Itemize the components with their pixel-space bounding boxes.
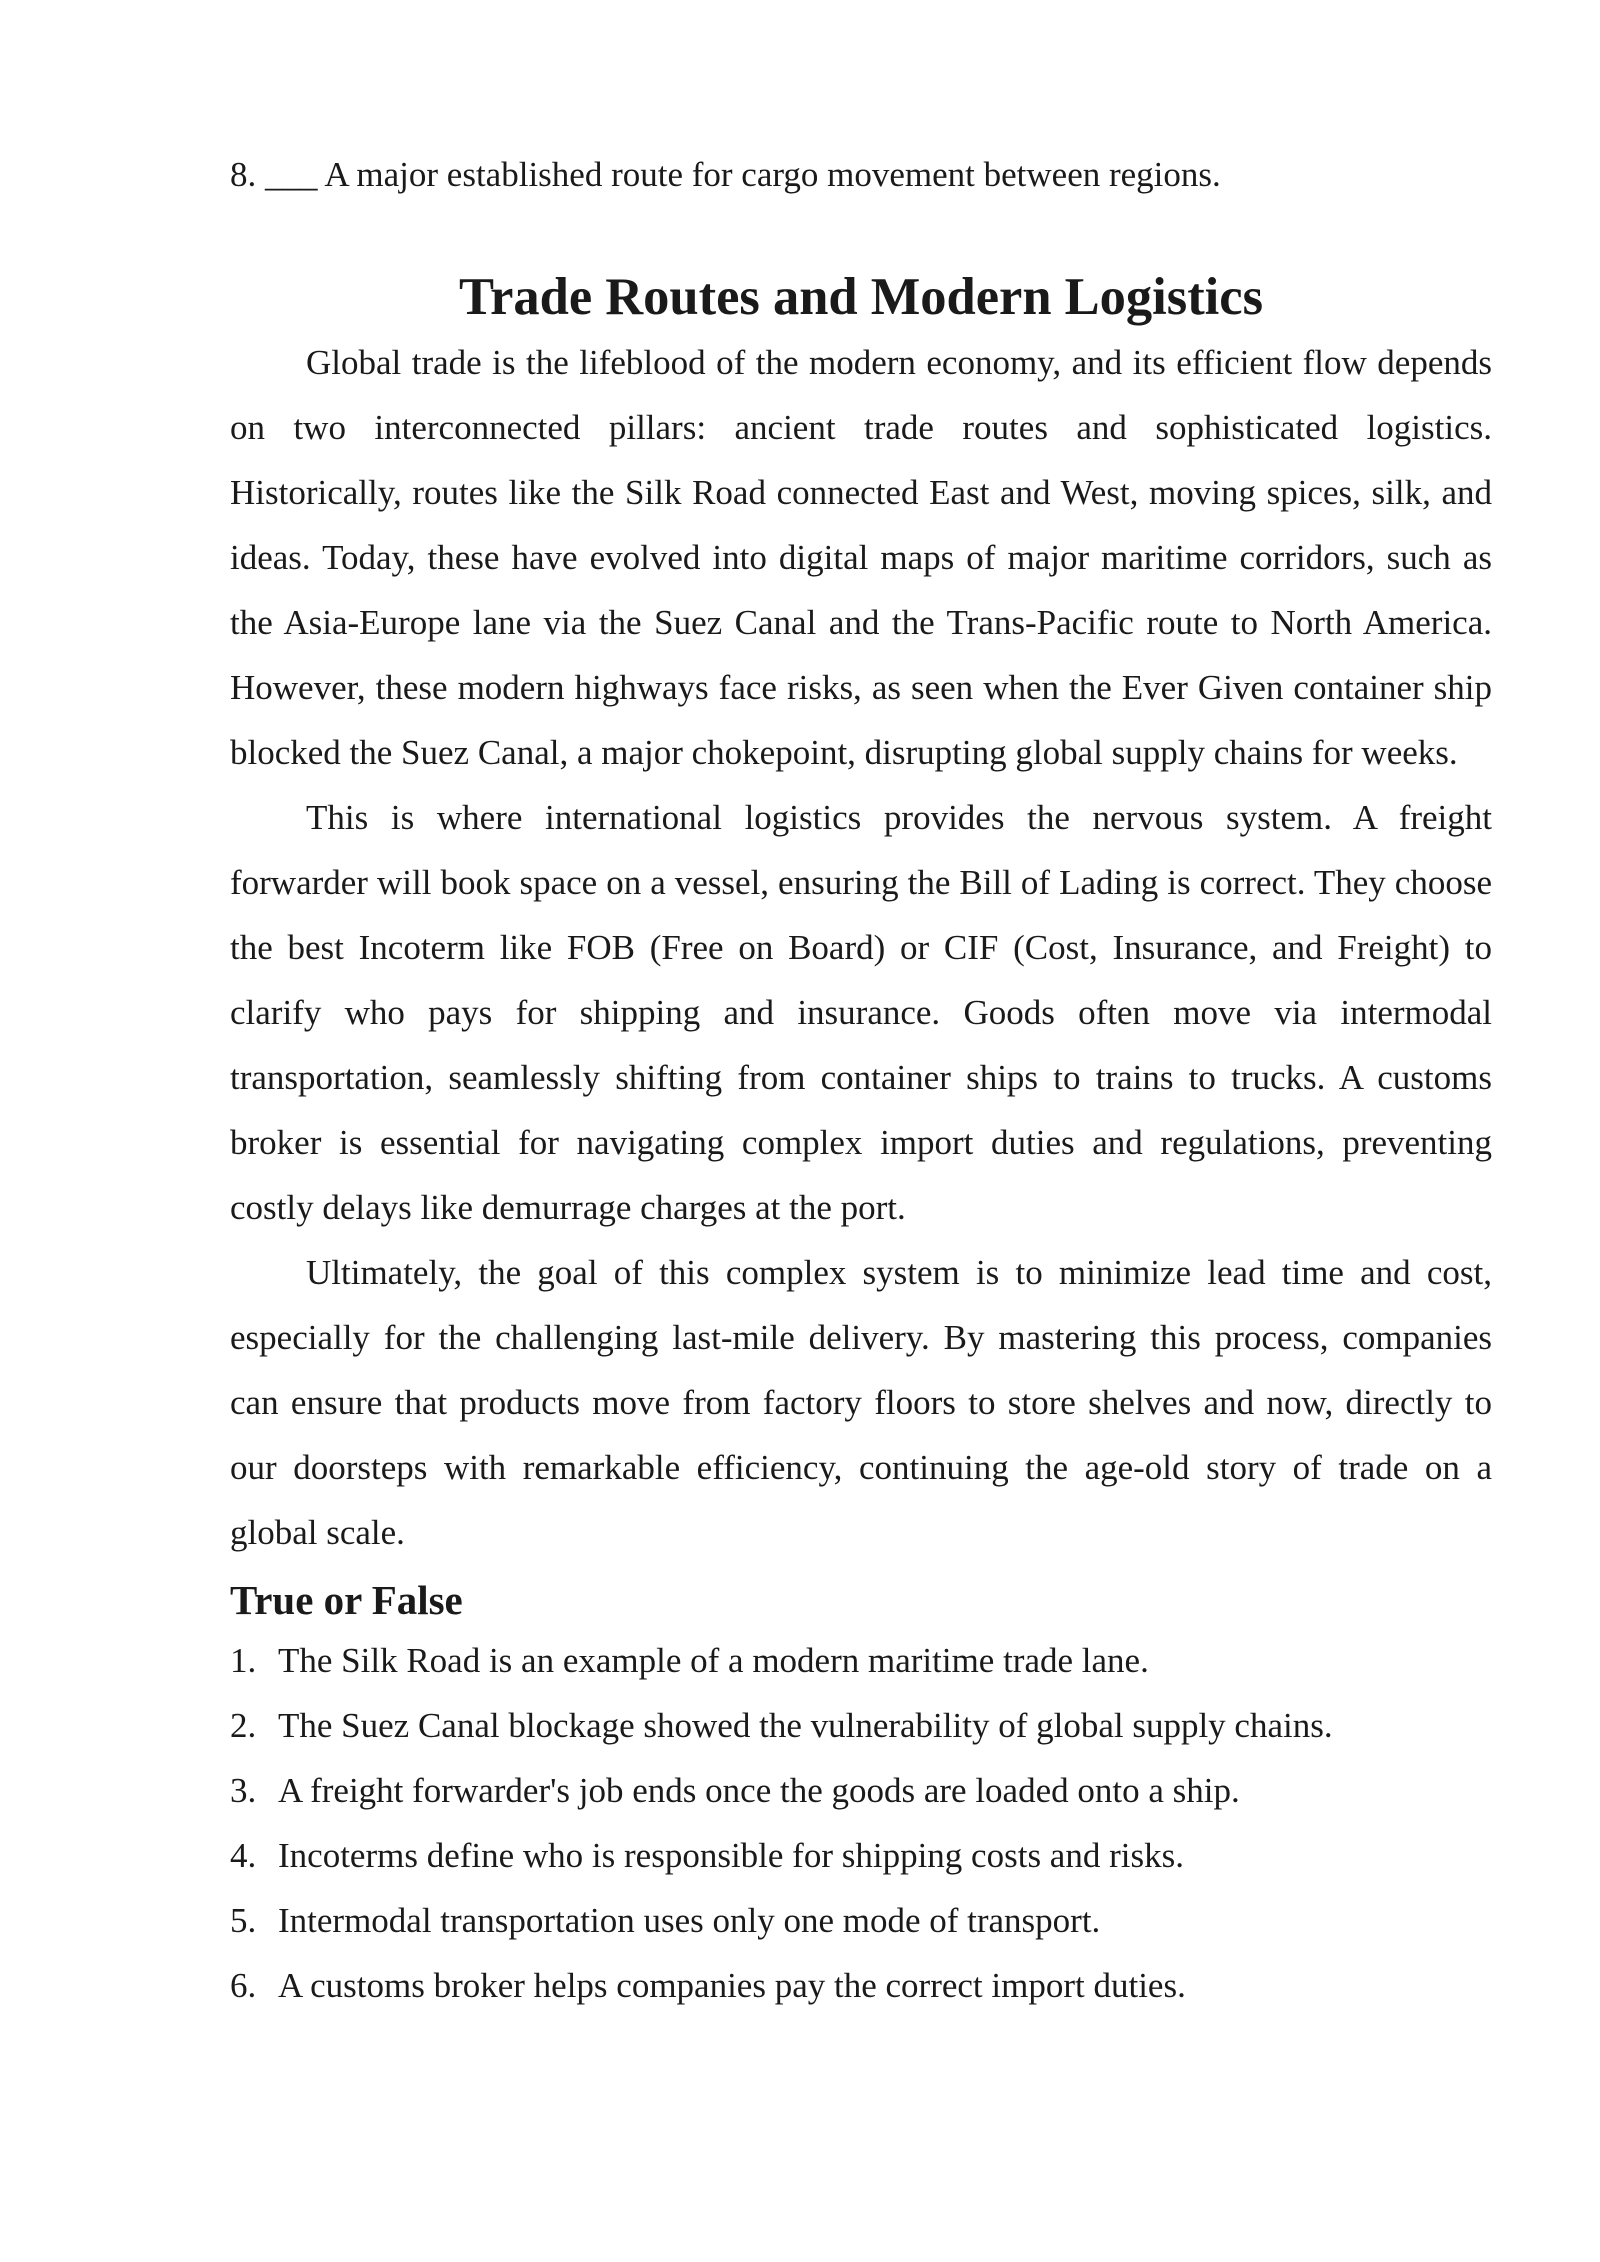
- article-paragraph-3: Ultimately, the goal of this complex system is to minimize lead time and cost, especially for the challenging last-mile delivery. By mastering this process, companies can ensure that products move from factory floors to store shelves and now, directly to our doorsteps with remarkable efficiency, continuing the age-old story of trade on a global scale.: [230, 1253, 1492, 1552]
- true-false-item-2: [230, 1693, 1492, 1758]
- item-number: 1.: [230, 1641, 257, 1680]
- item-statement: The Suez Canal blockage showed the vulnerability of global supply chains.: [278, 1706, 1333, 1745]
- true-false-item-3: [230, 1758, 1492, 1823]
- article-paragraph-1: Global trade is the lifeblood of the modern economy, and its efficient flow depends on two interconnected pillars: ancient trade routes and sophisticated logistics. Historically, routes like the Silk Road connected East and West, moving spices, silk, and ideas. Today, these have evolved into digital maps of major maritime corridors, such as the Asia-Europe lane via the Suez Canal and the Trans-Pacific route to North America. However, these modern highways face risks, as seen when the Ever Given container ship blocked the Suez Canal, a major chokepoint, disrupting global supply chains for weeks.: [230, 343, 1492, 772]
- item-number: 6.: [230, 1966, 257, 2005]
- article-title: Trade Routes and Modern Logistics: [458, 268, 1264, 326]
- item-number: 4.: [230, 1836, 257, 1875]
- item-number: 3.: [230, 1771, 257, 1810]
- question-8: 8. ___ A major established route for cargo movement between regions.: [230, 155, 1221, 194]
- item-statement: A customs broker helps companies pay the correct import duties.: [278, 1966, 1186, 2005]
- document-page: [230, 150, 1492, 2018]
- item-number: 2.: [230, 1706, 257, 1745]
- article-paragraph-2: This is where international logistics provides the nervous system. A freight forwarder will book space on a vessel, ensuring the Bill of Lading is correct. They choose the best Incoterm like FOB (Free on Board) or CIF (Cost, Insurance, and Freight) to clarify who pays for shipping and insurance. Goods often move via intermodal transportation, seamlessly shifting from container ships to trains to trucks. A customs broker is essential for navigating complex import duties and regulations, preventing costly delays like demurrage charges at the port.: [230, 798, 1492, 1227]
- item-statement: The Silk Road is an example of a modern maritime trade lane.: [278, 1641, 1149, 1680]
- true-false-item-5: [230, 1888, 1492, 1953]
- item-statement: Incoterms define who is responsible for shipping costs and risks.: [278, 1836, 1184, 1875]
- item-statement: A freight forwarder's job ends once the goods are loaded onto a ship.: [278, 1771, 1240, 1810]
- true-false-heading: True or False: [230, 1578, 463, 1623]
- true-false-item-6: [230, 1953, 1492, 2018]
- item-number: 5.: [230, 1901, 257, 1940]
- true-false-item-4: [230, 1823, 1492, 1888]
- true-false-item-1: [230, 1628, 1492, 1693]
- true-false-list: [230, 1628, 1492, 2018]
- item-statement: Intermodal transportation uses only one mode of transport.: [278, 1901, 1101, 1940]
